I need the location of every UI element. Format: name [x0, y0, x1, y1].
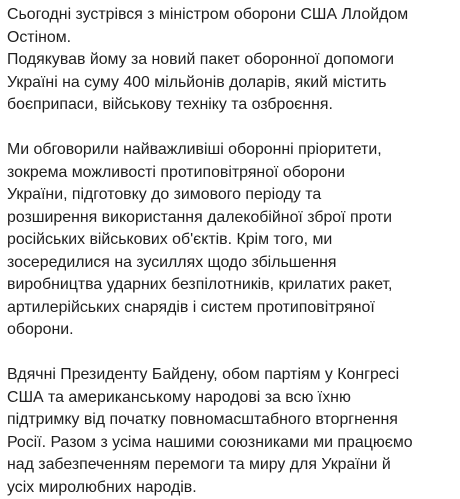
message-paragraph-1: Сьогодні зустрівся з міністром оборони США Ллойдом Остіном. Подякував йому за новий пакет оборонної допомоги Україні на суму 400 мільйонів доларів, який містить боєприпаси, військову техніку та озброєння. [7, 6, 409, 113]
message-text [7, 4, 453, 499]
message-paragraph-2: Ми обговорили найважливіші оборонні пріоритети, зокрема можливості протиповітряної оборони України, підготовку до зимового періоду та розширення використання далекобійної зброї проти російських військових об'єктів. Крім того, ми зосередилися на зусиллях щодо збільшення виробництва ударних безпілотників, крилатих ракет, артилерійських снарядів і систем протиповітряної оборони. [7, 141, 393, 338]
message-paragraph-3: Вдячні Президенту Байдену, обом партіям у Конгресі США та американському народові за всю їхню підтримку від початку повномасштабного вторгнення Росії. Разом з усіма нашими союзниками ми працюємо над забезпеченням перемоги та миру для України й усіх миролюбних народів. [7, 366, 413, 496]
